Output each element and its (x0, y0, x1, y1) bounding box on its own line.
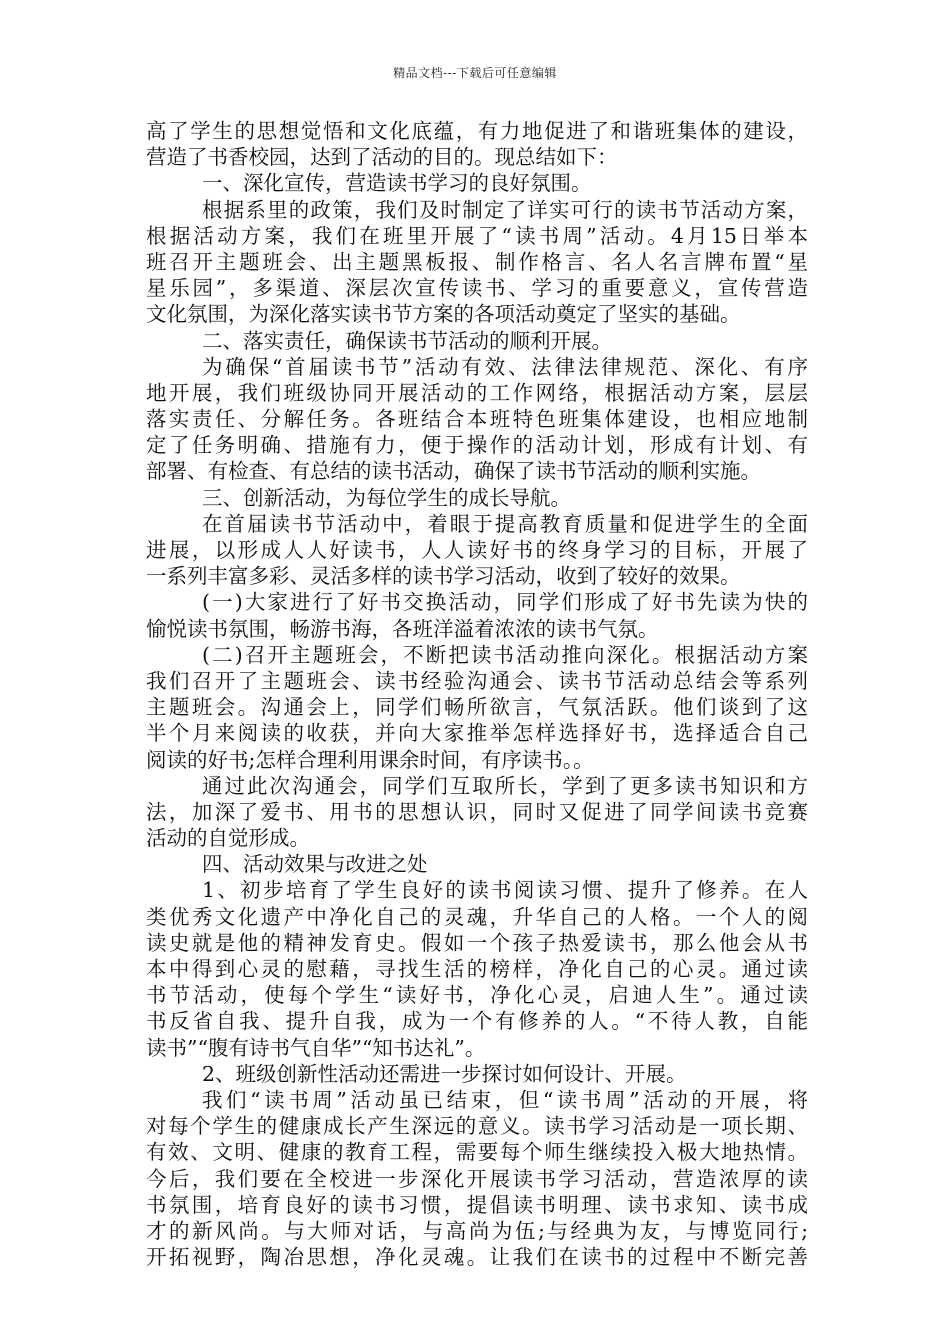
text-line: 一系列丰富多彩、灵活多样的读书学习活动，收到了较好的效果。 (146, 564, 741, 589)
text-line: 我们“读书周”活动虽已结束，但“读书周”活动的开展，将 (202, 1087, 808, 1112)
text-line: 根据系里的政策，我们及时制定了详实可行的读书节活动方案， (202, 197, 808, 222)
text-line: 三、创新活动，为每位学生的成长导航。 (202, 485, 571, 510)
text-line: 书氛围，培育良好的读书习惯，提倡读书明理、读书求知、读书成 (146, 1192, 808, 1217)
text-line: 为确保“首届读书节”活动有效、法律法律规范、深化、有序 (202, 354, 808, 379)
text-line: 读史就是他的精神发育史。假如一个孩子热爱读书，那么他会从书 (146, 930, 808, 955)
text-line: 营造了书香校园，达到了活动的目的。现总结如下： (146, 145, 618, 170)
text-line: 星乐园”，多渠道、深层次宣传读书、学习的重要意义，宣传营造 (146, 276, 808, 301)
text-line: 才的新风尚。与大师对话，与高尚为伍;与经典为友，与博览同行; (146, 1218, 808, 1243)
text-line: 高了学生的思想觉悟和文化底蕴，有力地促进了和谐班集体的建设， (146, 119, 808, 143)
text-line: 我们召开了主题班会、读书经验沟通会、读书节活动总结会等系列 (146, 668, 808, 693)
text-line: 本中得到心灵的慰藉，寻找生活的榜样，净化自己的心灵。通过读 (146, 957, 808, 981)
text-line: 二、落实责任，确保读书节活动的顺利开展。 (202, 328, 612, 353)
text-line: 对每个学生的健康成长产生深远的意义。读书学习活动是一项长期、 (146, 1114, 808, 1139)
text-line: 在首届读书节活动中，着眼于提高教育质量和促进学生的全面 (202, 511, 808, 536)
text-line: 通过此次沟通会，同学们互取所长，学到了更多读书知识和方 (202, 773, 808, 798)
text-line: 阅读的好书;怎样合理利用课余时间，有序读书。。 (146, 747, 594, 772)
text-line: 班召开主题班会、出主题黑板报、制作格言、名人名言牌布置“星 (146, 249, 808, 274)
text-line: 开拓视野，陶冶思想，净化灵魂。让我们在读书的过程中不断完善 (146, 1245, 808, 1270)
text-line: 主题班会。沟通会上，同学们畅所欲言，气氛活跃。他们谈到了这 (146, 695, 808, 720)
text-line: 书节活动，使每个学生“读好书，净化心灵，启迪人生”。通过读 (146, 983, 808, 1008)
text-line: 落实责任、分解任务。各班结合本班特色班集体建设，也相应地制 (146, 407, 808, 432)
text-line: 进展，以形成人人好读书，人人读好书的终身学习的目标，开展了 (146, 538, 808, 562)
text-line: 书反省自我、提升自我，成为一个有修养的人。“不待人教，自能 (146, 1009, 808, 1034)
text-line: 文化氛围，为深化落实读书节方案的各项活动奠定了坚实的基础。 (146, 302, 741, 327)
text-line: 活动的自觉形成。 (146, 826, 310, 851)
text-line: (二)召开主题班会，不断把读书活动推向深化。根据活动方案 (202, 642, 808, 667)
text-line: 2、班级创新性活动还需进一步探讨如何设计、开展。 (202, 1061, 687, 1086)
text-line: 一、深化宣传，营造读书学习的良好氛围。 (202, 171, 592, 196)
text-line: 定了任务明确、措施有力，便于操作的活动计划，形成有计划、有 (146, 433, 808, 458)
text-line: 四、活动效果与改进之处 (202, 852, 428, 877)
text-line: 法，加深了爱书、用书的思想认识，同时又促进了同学间读书竞赛 (146, 799, 808, 824)
text-line: 有效、文明、健康的教育工程，需要每个师生继续投入极大地热情。 (146, 1140, 808, 1165)
text-line: 今后，我们要在全校进一步深化开展读书学习活动，营造浓厚的读 (146, 1166, 808, 1191)
text-line: (一)大家进行了好书交换活动，同学们形成了好书先读为快的 (202, 590, 808, 615)
text-line: 类优秀文化遗产中净化自己的灵魂，升华自己的人格。一个人的阅 (146, 904, 808, 929)
document-body (146, 118, 808, 1270)
page-header: 精品文档---下载后可任意编辑 (393, 66, 557, 80)
text-line: 部署、有检查、有总结的读书活动，确保了读书节活动的顺利实施。 (146, 459, 761, 484)
text-line: 愉悦读书氛围，畅游书海，各班洋溢着浓浓的读书气氛。 (146, 616, 659, 641)
text-line: 读书”“腹有诗书气自华”“知书达礼”。 (146, 1035, 486, 1060)
text-line: 1、初步培育了学生良好的读书阅读习惯、提升了修养。在人 (202, 878, 808, 903)
text-line: 根据活动方案，我们在班里开展了“读书周”活动。4月15日举本 (146, 223, 808, 248)
text-line: 半个月来阅读的收获，并向大家推举怎样选择好书，选择适合自己 (146, 721, 808, 746)
text-line: 地开展，我们班级协同开展活动的工作网络，根据活动方案，层层 (146, 380, 808, 405)
